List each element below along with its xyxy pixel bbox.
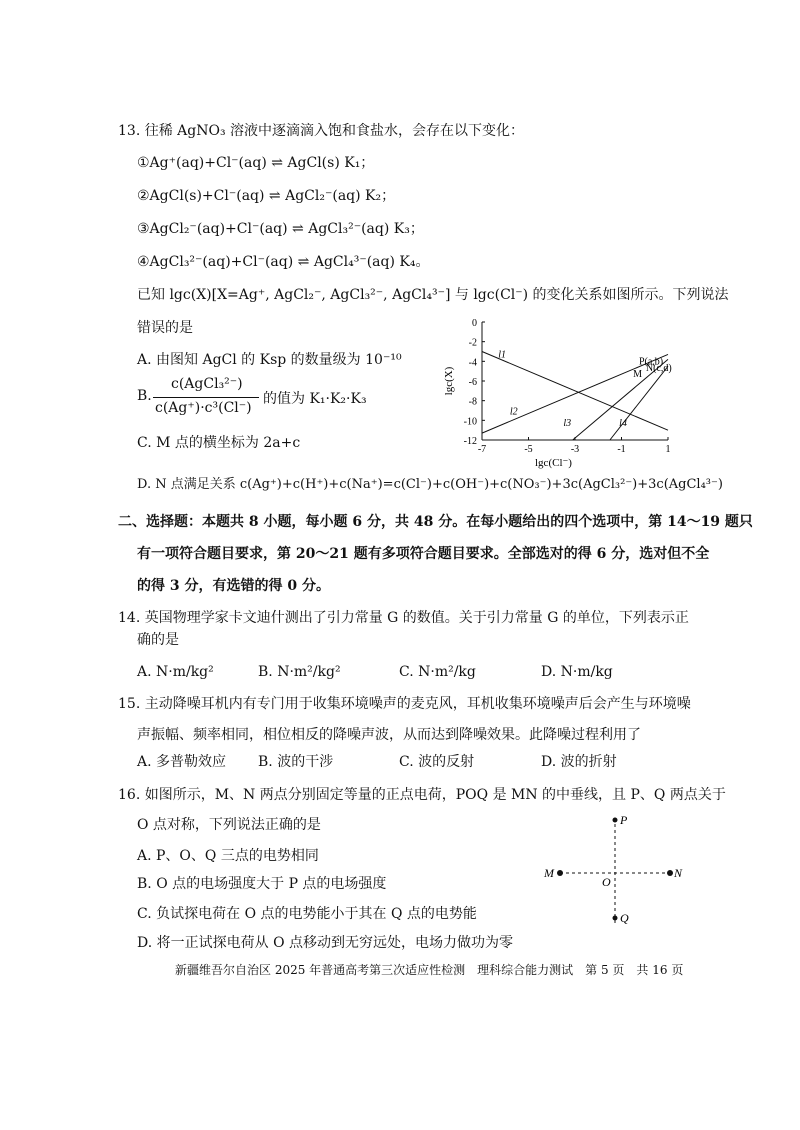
q16-option-a: A. P、O、Q 三点的电势相同	[137, 848, 319, 864]
q16-option-b: B. O 点的电场强度大于 P 点的电场强度	[137, 876, 387, 892]
q13-option-b-denominator: c(Ag⁺)·c³(Cl⁻)	[155, 400, 252, 416]
point-q	[613, 916, 618, 921]
q15-option-b: B. 波的干涉	[258, 754, 334, 770]
q13-option-b-numerator: c(AgCl₃²⁻)	[171, 376, 243, 392]
q14-option-d: D. N·m/kg	[541, 664, 613, 680]
y-tick-label: -10	[463, 416, 477, 428]
q16-option-d: D. 将一正试探电荷从 O 点移动到无穷远处，电场力做功为零	[137, 935, 514, 951]
series-label: l4	[619, 418, 627, 430]
label-m: M	[544, 866, 554, 880]
y-tick-label: -8	[468, 396, 477, 408]
fraction-bar	[153, 397, 259, 398]
section2-line-1: 二、选择题：本题共 8 小题，每小题 6 分，共 48 分。在每小题给出的四个选项中，第 14～19 题只	[118, 514, 753, 530]
q13-option-b-suffix: 的值为 K₁·K₂·K₃	[263, 391, 367, 407]
q15-option-c: C. 波的反射	[399, 754, 475, 770]
section2-line-3: 的得 3 分，有选错的得 0 分。	[137, 578, 330, 594]
q13-known: 已知 lgc(X)[X=Ag⁺, AgCl₂⁻, AgCl₃²⁻, AgCl₄³⁻] 与 lgc(Cl⁻) 的变化关系如图所示。下列说法	[137, 287, 729, 303]
q13-ask: 错误的是	[137, 320, 193, 336]
q15-option-a: A. 多普勒效应	[137, 754, 227, 770]
q14-option-b: B. N·m²/kg²	[258, 664, 341, 680]
point-p-label: P(a,b)	[638, 356, 664, 368]
q13-equation-2: ②AgCl(s)+Cl⁻(aq) ⇌ AgCl₂⁻(aq) K₂；	[137, 188, 396, 204]
x-tick-label: -3	[570, 444, 580, 455]
q15-option-d: D. 波的折射	[541, 754, 617, 770]
q14-option-a: A. N·m/kg²	[137, 664, 214, 680]
charge-m	[557, 870, 563, 876]
q13-option-c: C. M 点的横坐标为 2a+c	[137, 435, 301, 451]
x-tick-label: 1	[665, 444, 671, 455]
q14-stem-line-2: 确的是	[137, 632, 179, 648]
q13-option-a: A. 由图知 AgCl 的 Ksp 的数量级为 10⁻¹⁰	[137, 352, 402, 368]
q13-equation-3: ③AgCl₂⁻(aq)+Cl⁻(aq) ⇌ AgCl₃²⁻(aq) K₃；	[137, 221, 424, 237]
y-tick-label: -12	[463, 436, 477, 447]
label-p: P	[620, 813, 628, 827]
x-tick-label: -1	[617, 444, 626, 455]
point-p	[613, 818, 618, 823]
y-tick-label: 0	[472, 318, 477, 329]
charge-figure	[540, 808, 690, 938]
q13-equation-1: ①Ag⁺(aq)+Cl⁻(aq) ⇌ AgCl(s) K₁；	[137, 155, 375, 171]
lgc-chart	[440, 312, 680, 472]
series-label: l2	[509, 406, 518, 418]
q16-stem-line-2: O 点对称，下列说法正确的是	[137, 817, 321, 833]
section2-line-2: 有一项符合题目要求，第 20～21 题有多项符合题目要求。全部选对的得 6 分，选对但不全	[137, 546, 710, 562]
label-n: N	[674, 866, 683, 880]
x-axis-label: lgc(Cl⁻)	[535, 457, 572, 469]
series-label: l3	[563, 418, 572, 430]
y-tick-label: -6	[468, 377, 477, 388]
label-q: Q	[620, 911, 629, 925]
point-n-label: N(c,d)	[645, 363, 672, 375]
series-label: l1	[498, 349, 507, 361]
q13-option-b-prefix: B.	[137, 388, 152, 404]
y-axis-label: lgc(X)	[443, 366, 455, 396]
q13-option-d: D. N 点满足关系 c(Ag⁺)+c(H⁺)+c(Na⁺)=c(Cl⁻)+c(OH⁻)+c(NO₃⁻)+3c(AgCl₃²⁻)+3c(AgCl₄³⁻)	[137, 477, 723, 492]
q16-stem-line-1: 16. 如图所示，M、N 两点分别固定等量的正点电荷，POQ 是 MN 的中垂线，且 P、Q 两点关于	[118, 787, 726, 803]
q15-stem-line-1: 15. 主动降噪耳机内有专门用于收集环境噪声的麦克风，耳机收集环境噪声后会产生与环境噪	[118, 696, 691, 712]
q13-stem: 13. 往稀 AgNO₃ 溶液中逐滴滴入饱和食盐水，会存在以下变化：	[118, 123, 525, 139]
y-tick-label: -2	[468, 337, 477, 349]
q14-option-c: C. N·m²/kg	[399, 664, 476, 680]
q13-equation-4: ④AgCl₃²⁻(aq)+Cl⁻(aq) ⇌ AgCl₄³⁻(aq) K₄。	[137, 254, 430, 270]
q16-option-c: C. 负试探电荷在 O 点的电势能小于其在 Q 点的电势能	[137, 906, 477, 922]
x-tick-label: -7	[477, 444, 487, 455]
x-tick-label: -5	[524, 444, 533, 455]
charge-n	[667, 870, 673, 876]
page-footer: 新疆维吾尔自治区 2025 年普通高考第三次适应性检测 理科综合能力测试 第 5 页 共 16 页	[175, 963, 684, 977]
q15-stem-line-2: 声振幅、频率相同，相位相反的降噪声波，从而达到降噪效果。此降噪过程利用了	[137, 727, 641, 743]
q14-stem-line-1: 14. 英国物理学家卡文迪什测出了引力常量 G 的数值。关于引力常量 G 的单位，下列表示正	[118, 610, 689, 626]
label-o: O	[602, 875, 611, 889]
y-tick-label: -4	[468, 357, 477, 369]
point-m-label: M	[633, 369, 643, 381]
